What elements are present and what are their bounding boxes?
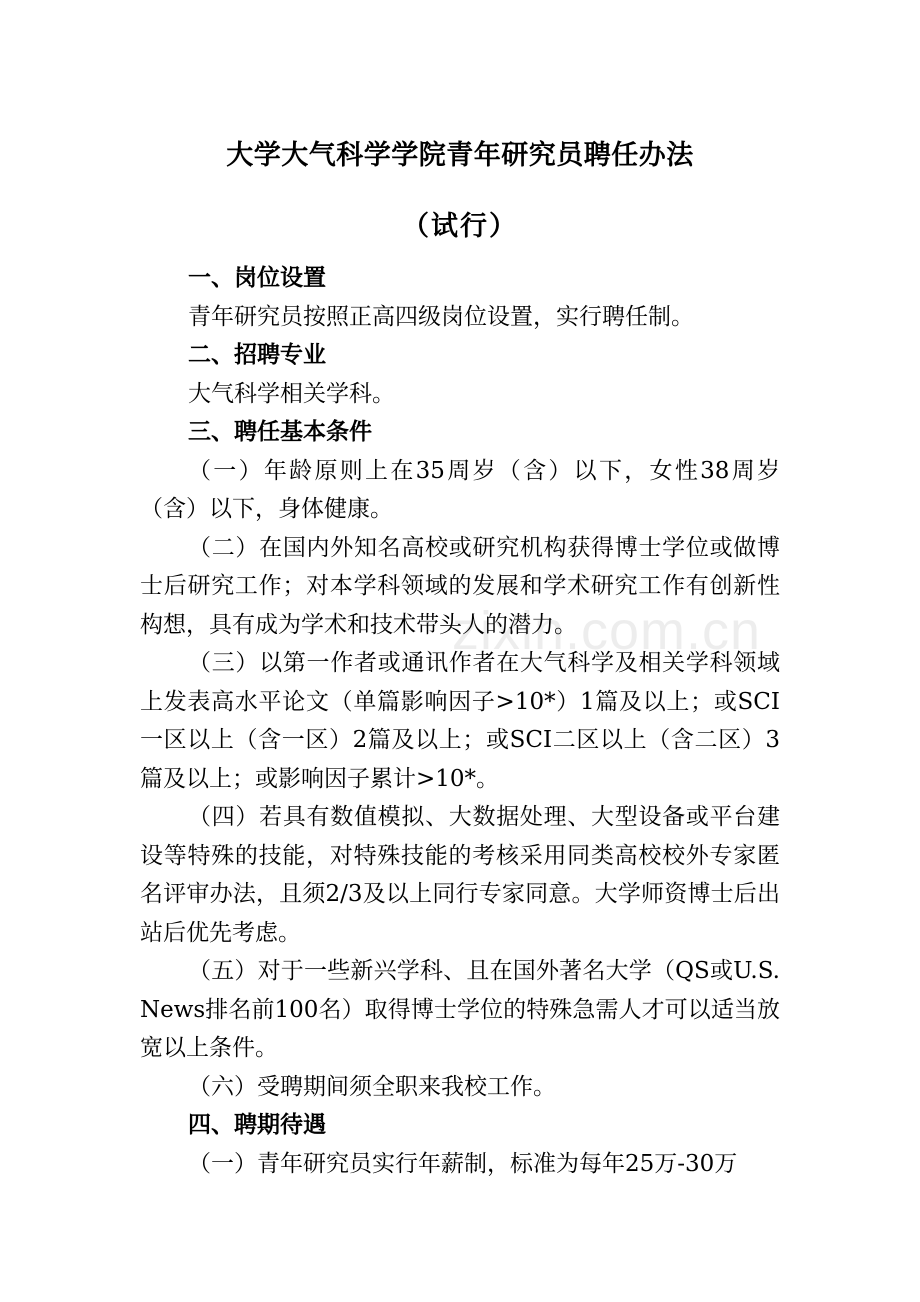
paragraph: （二）在国内外知名高校或研究机构获得博士学位或做博士后研究工作；对本学科领域的发展和学术研究工作有创新性构想，具有成为学术和技术带头人的潜力。 [140, 534, 780, 638]
section-heading: 二、招聘专业 [188, 342, 326, 368]
document-subtitle: （试行） [402, 211, 518, 242]
paragraph: 大气科学相关学科。 [188, 380, 395, 407]
paragraph: 青年研究员按照正高四级岗位设置，实行聘任制。 [188, 303, 694, 330]
section-heading: 一、岗位设置 [188, 265, 326, 291]
paragraph: （一）年龄原则上在35周岁（含）以下，女性38周岁（含）以下，身体健康。 [140, 457, 780, 522]
paragraph: （五）对于一些新兴学科、且在国外著名大学（QS或U.S. News排名前100名）取得博士学位的特殊急需人才可以适当放宽以上条件。 [140, 958, 780, 1061]
paragraph: （六）受聘期间须全职来我校工作。 [188, 1073, 556, 1100]
document-body [140, 259, 780, 1183]
document-title: 大学大气科学学院青年研究员聘任办法 [226, 140, 694, 171]
section-heading: 四、聘期待遇 [188, 1112, 326, 1138]
paragraph: （三）以第一作者或通讯作者在大气科学及相关学科领域上发表高水平论文（单篇影响因子>10*）1篇及以上；或SCI一区以上（含一区）2篇及以上；或SCI二区以上（含二区）3篇及以上；或影响因子累计>10*。 [140, 650, 780, 792]
paragraph: （四）若具有数值模拟、大数据处理、大型设备或平台建设等特殊的技能，对特殊技能的考核采用同类高校校外专家匿名评审办法，且须2/3及以上同行专家同意。大学师资博士后出站后优先考虑。 [140, 804, 780, 946]
watermark: zixin.com.cn [452, 601, 762, 661]
paragraph: （一）青年研究员实行年薪制，标准为每年25万-30万 [188, 1150, 738, 1177]
section-heading: 三、聘任基本条件 [188, 419, 372, 445]
